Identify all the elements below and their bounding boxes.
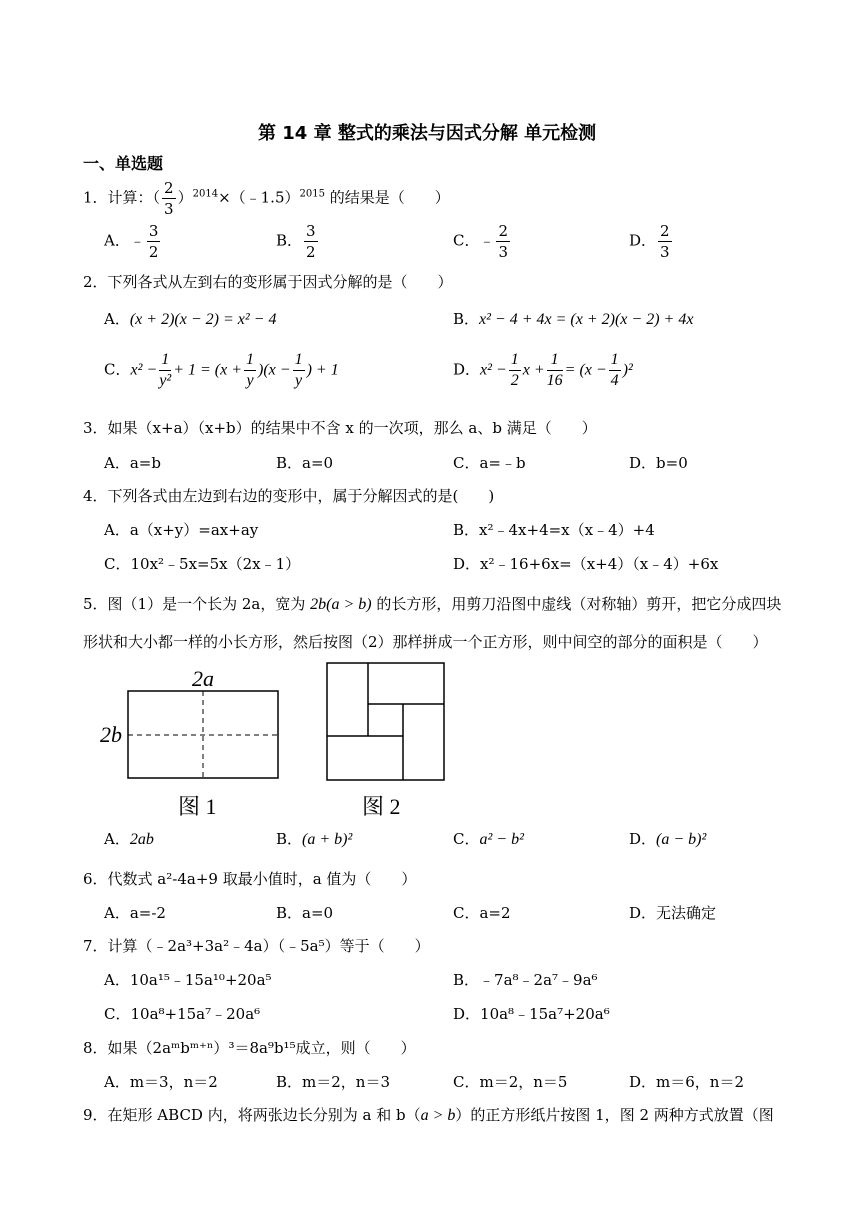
- q2-option-a[interactable]: A．(x + 2)(x − 2) = x² − 4: [104, 310, 277, 328]
- fig1-top-label: 2a: [192, 666, 214, 691]
- page-title: 第 14 章 整式的乘法与因式分解 单元检测: [258, 123, 597, 144]
- q8-option-d[interactable]: D．m＝6，n＝2: [629, 1073, 744, 1091]
- q7-option-b[interactable]: B．﹣7a⁸﹣2a⁷﹣9a⁶: [453, 971, 598, 989]
- question-2: 2．下列各式从左到右的变形属于因式分解的是（ ）: [83, 273, 453, 291]
- q4-option-c[interactable]: C．10x²﹣5x=5x（2x﹣1）: [104, 555, 301, 573]
- q1-option-a[interactable]: A．﹣ $\frac{3}{2}$: [104, 222, 159, 261]
- q3-option-d[interactable]: D．b=0: [629, 454, 688, 472]
- q5-option-b[interactable]: B．(a + b)²: [276, 830, 353, 848]
- question-9: 9．在矩形 ABCD 内，将两张边长分别为 a 和 b（a > b）的正方形纸片按图 1，图 2 两种方式放置（图: [83, 1106, 774, 1124]
- q7-option-c[interactable]: C．10a⁸+15a⁷﹣20a⁶: [104, 1005, 261, 1023]
- q6-option-d[interactable]: D．无法确定: [629, 904, 717, 922]
- q6-option-a[interactable]: A．a=-2: [104, 904, 166, 922]
- q7-option-a[interactable]: A．10a¹⁵﹣15a¹⁰+20a⁵: [104, 971, 272, 989]
- q6-option-c[interactable]: C．a=2: [453, 904, 511, 922]
- q7-option-d[interactable]: D．10a⁸﹣15a⁷+20a⁶: [453, 1005, 610, 1023]
- q1-option-d[interactable]: D． $\frac{2}{3}$: [629, 222, 670, 261]
- fig1-caption: 图 1: [178, 794, 217, 819]
- q1-option-b[interactable]: B． $\frac{3}{2}$: [276, 222, 316, 261]
- section-heading: 一、单选题: [83, 154, 164, 173]
- q2-option-c[interactable]: C．x² − $\frac{1}{\text{y²}}$ + 1 = (x + $\frac{1}{y}$ )(x − $\frac{1}{y}$ ) + 1: [104, 351, 339, 389]
- q5-option-c[interactable]: C．a² − b²: [453, 830, 524, 848]
- question-7: 7．计算（﹣2a³+3a²﹣4a）（﹣5a⁵）等于（ ）: [83, 937, 430, 955]
- q4-option-d[interactable]: D．x²﹣16+6x=（x+4）（x﹣4）+6x: [453, 555, 719, 573]
- q3-option-b[interactable]: B．a=0: [276, 454, 334, 472]
- question-1: 1．计算：（ $\frac{2}{3}$ ）$^{2014}$×（﹣1.5）$^{2015}$ 的结果是（ ）: [83, 179, 450, 218]
- q2-option-d[interactable]: D．x² − $\frac{1}{2}$ x + $\frac{1}{16}$ = (x − $\frac{1}{4}$ )²: [453, 351, 633, 389]
- q4-option-a[interactable]: A．a（x+y）=ax+ay: [104, 521, 259, 539]
- q4-option-b[interactable]: B．x²﹣4x+4=x（x﹣4）+4: [453, 521, 655, 539]
- figure-2-square: [326, 662, 446, 782]
- question-8: 8．如果（2aᵐbᵐ⁺ⁿ）³＝8a⁹b¹⁵成立，则（ ）: [83, 1039, 416, 1057]
- question-5-line-1: 5．图（1）是一个长为 2a，宽为 2b(a > b) 的长方形，用剪刀沿图中虚线（对称轴）剪开，把它分成四块: [83, 595, 782, 613]
- question-3: 3．如果（x+a）（x+b）的结果中不含 x 的一次项，那么 a、b 满足（ ）: [83, 419, 597, 437]
- q1-stem: 1．计算：（: [83, 188, 161, 207]
- fig1-left-label: 2b: [100, 722, 122, 747]
- q5-option-d[interactable]: D．(a − b)²: [629, 830, 707, 848]
- q6-option-b[interactable]: B．a=0: [276, 904, 334, 922]
- q2-option-b[interactable]: B．x² − 4 + 4x = (x + 2)(x − 2) + 4x: [453, 310, 694, 328]
- q3-option-c[interactable]: C．a=﹣b: [453, 454, 526, 472]
- question-5-line-2: 形状和大小都一样的小长方形，然后按图（2）那样拼成一个正方形，则中间空的部分的面积是（ ）: [83, 633, 768, 651]
- q8-option-a[interactable]: A．m＝3，n＝2: [104, 1073, 218, 1091]
- fig2-caption: 图 2: [362, 794, 401, 819]
- question-4: 4．下列各式由左边到右边的变形中，属于分解因式的是( ): [83, 487, 495, 505]
- q1-option-c[interactable]: C．﹣ $\frac{2}{3}$: [453, 222, 509, 261]
- q1-fraction: $\frac{2}{3}$: [164, 179, 174, 218]
- q5-option-a[interactable]: A．2ab: [104, 830, 154, 848]
- q8-option-b[interactable]: B．m＝2，n＝3: [276, 1073, 390, 1091]
- q3-option-a[interactable]: A．a=b: [104, 454, 161, 472]
- q8-option-c[interactable]: C．m＝2，n＝5: [453, 1073, 568, 1091]
- figure-1-rectangle: [127, 690, 279, 780]
- question-6: 6．代数式 a²-4a+9 取最小值时，a 值为（ ）: [83, 870, 417, 888]
